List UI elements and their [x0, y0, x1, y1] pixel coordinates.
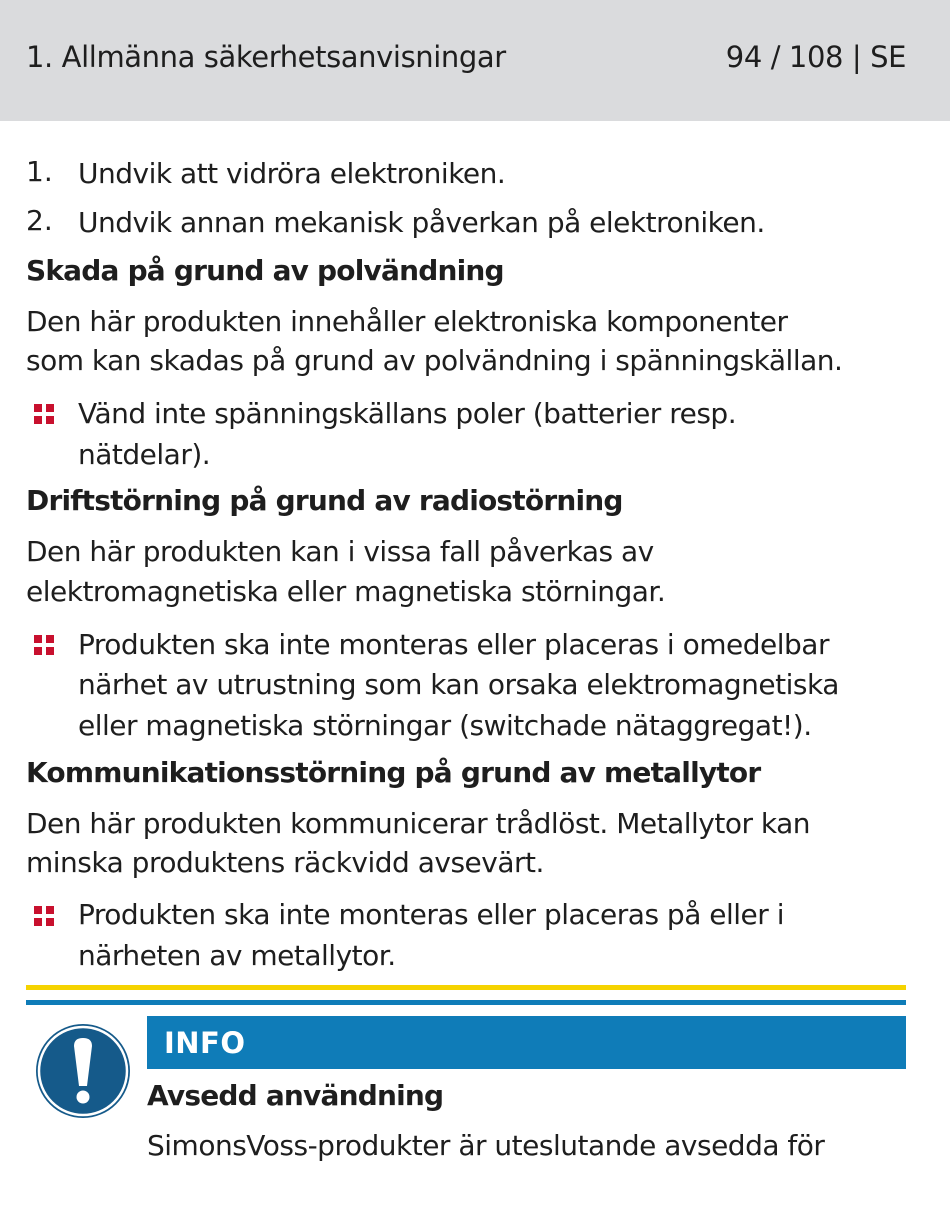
section-heading: Kommunikationsstörning på grund av metallytor — [26, 756, 761, 789]
section-heading: Driftstörning på grund av radiostörning — [26, 484, 623, 517]
bullet-text-line: närhet av utrustning som kan orsaka elektromagnetiska — [78, 668, 839, 701]
bullet-text-line: Produkten ska inte monteras eller placeras på eller i — [78, 898, 784, 931]
step-number: 1. — [26, 155, 53, 188]
bullet-text-line: Produkten ska inte monteras eller placeras i omedelbar — [78, 628, 829, 661]
section-heading: Skada på grund av polvändning — [26, 254, 504, 287]
section-body-line: Den här produkten kommunicerar trådlöst. Metallytor kan — [26, 807, 811, 840]
info-label: INFO — [164, 1026, 246, 1060]
step-number: 2. — [26, 204, 53, 237]
divider-yellow — [26, 985, 906, 990]
bullet-icon — [34, 635, 54, 655]
divider-blue — [26, 1000, 906, 1005]
section-body-line: Den här produkten innehåller elektroniska komponenter — [26, 305, 788, 338]
bullet-text-line: närheten av metallytor. — [78, 939, 396, 972]
bullet-icon — [34, 906, 54, 926]
section-body-line: Den här produkten kan i vissa fall påverkas av — [26, 535, 654, 568]
exclamation-icon — [36, 1024, 130, 1118]
info-text: SimonsVoss-produkter är uteslutande avsedda för — [147, 1129, 825, 1162]
section-body-line: elektromagnetiska eller magnetiska störningar. — [26, 575, 666, 608]
bullet-text-line: nätdelar). — [78, 438, 211, 471]
section-title: 1. Allmänna säkerhetsanvisningar — [26, 40, 506, 74]
bullet-text-line: eller magnetiska störningar (switchade nätaggregat!). — [78, 709, 812, 742]
section-body-line: som kan skadas på grund av polvändning i spänningskällan. — [26, 344, 843, 377]
page-header — [0, 0, 950, 121]
section-body-line: minska produktens räckvidd avsevärt. — [26, 846, 544, 879]
bullet-text-line: Vänd inte spänningskällans poler (batterier resp. — [78, 397, 737, 430]
bullet-icon — [34, 404, 54, 424]
page-number: 94 / 108 | SE — [725, 40, 906, 74]
info-label-bar — [147, 1016, 906, 1069]
info-heading: Avsedd användning — [147, 1079, 444, 1112]
step-text: Undvik att vidröra elektroniken. — [78, 157, 506, 190]
step-text: Undvik annan mekanisk påverkan på elektroniken. — [78, 206, 765, 239]
